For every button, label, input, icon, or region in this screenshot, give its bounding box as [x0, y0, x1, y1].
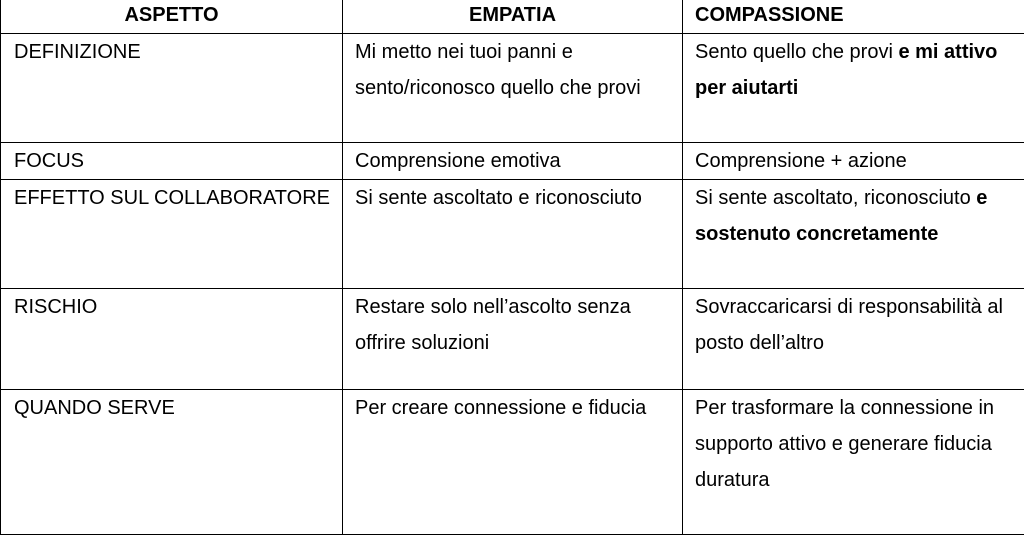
table-header [1, 0, 1024, 34]
table-body [1, 34, 1024, 535]
cell-empatia: Restare solo nell’ascolto senza offrire soluzioni [343, 289, 683, 390]
cell-compassione-emphasis: e sostenuto concretamente [695, 187, 988, 245]
table-row [1, 34, 1024, 143]
table-row [1, 390, 1024, 535]
cell-compassione-text: Si sente ascoltato, riconosciuto [695, 187, 977, 209]
cell-compassione [683, 180, 1024, 289]
cell-empatia: Per creare connessione e fiducia [343, 390, 683, 535]
cell-aspetto: QUANDO SERVE [1, 390, 343, 535]
cell-compassione-text: Sovraccaricarsi di responsabilità al posto dell’altro [695, 296, 1003, 354]
table-row [1, 289, 1024, 390]
cell-aspetto: DEFINIZIONE [1, 34, 343, 143]
cell-aspetto: EFFETTO SUL COLLABORATORE [1, 180, 343, 289]
cell-compassione [683, 143, 1024, 180]
header-row [1, 0, 1024, 34]
cell-compassione [683, 390, 1024, 535]
header-aspetto: ASPETTO [1, 0, 343, 34]
cell-empatia: Si sente ascoltato e riconosciuto [343, 180, 683, 289]
cell-empatia: Mi metto nei tuoi panni e sento/riconosco quello che provi [343, 34, 683, 143]
cell-compassione [683, 289, 1024, 390]
cell-compassione-text: Sento quello che provi [695, 41, 899, 63]
cell-compassione [683, 34, 1024, 143]
table-row [1, 180, 1024, 289]
header-empatia: EMPATIA [343, 0, 683, 34]
cell-compassione-text: Comprensione + azione [695, 150, 907, 172]
cell-compassione-emphasis: e mi attivo per aiutarti [695, 41, 998, 99]
cell-aspetto: RISCHIO [1, 289, 343, 390]
table-row [1, 143, 1024, 180]
header-compassione: COMPASSIONE [683, 0, 1024, 34]
cell-compassione-text: Per trasformare la connessione in supporto attivo e generare fiducia duratura [695, 397, 995, 491]
cell-empatia: Comprensione emotiva [343, 143, 683, 180]
cell-aspetto: FOCUS [1, 143, 343, 180]
